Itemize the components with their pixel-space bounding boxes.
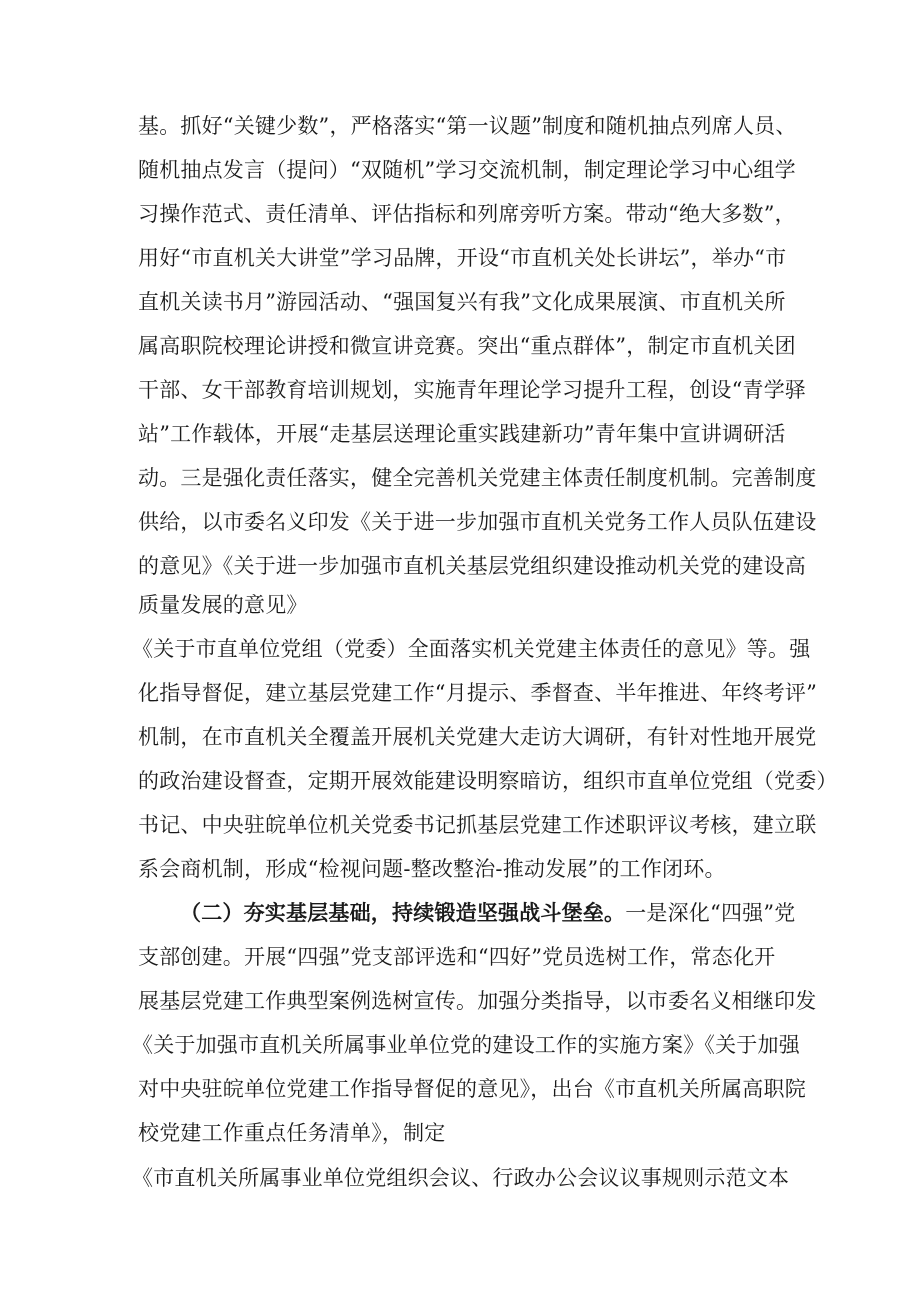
- paragraph-line: 机制，在市直机关全覆盖开展机关党建大走访大调研，有针对性地开展党: [138, 725, 817, 749]
- paragraph-line: 对中央驻皖单位党建工作指导督促的意见》，出台《市直机关所属高职院: [138, 1077, 806, 1101]
- paragraph-line: 直机关读书月”游园活动、“强国复兴有我”文化成果展演、市直机关所: [138, 290, 786, 314]
- paragraph-line: 支部创建。开展“四强”党支部评选和“四好”党员选树工作，常态化开: [138, 945, 776, 969]
- paragraph-line: 的政治建设督查，定期开展效能建设明察暗访，组织市直单位党组（党委）: [138, 769, 838, 793]
- paragraph-line: 《市直机关所属事业单位党组织会议、行政办公会议议事规则示范文本: [132, 1166, 790, 1190]
- paragraph-line: 书记、中央驻皖单位机关党委书记抓基层党建工作述职评议考核，建立联: [138, 813, 817, 837]
- paragraph-line: 站”工作载体，开展“走基层送理论重实践建新功”青年集中宣讲调研活: [138, 422, 786, 446]
- paragraph-line: 习操作范式、责任清单、评估指标和列席旁听方案。带动“绝大多数”，: [138, 202, 796, 226]
- paragraph-line: 质量发展的意见》: [138, 593, 308, 617]
- paragraph-line: 展基层党建工作典型案例选树宣传。加强分类指导，以市委名义相继印发: [138, 989, 817, 1013]
- paragraph-line: 用好“市直机关大讲堂”学习品牌，开设“市直机关处长讲坛”，举办“市: [138, 246, 787, 270]
- paragraph-line: 校党建工作重点任务清单》，制定: [138, 1121, 446, 1145]
- paragraph-line: 干部、女干部教育培训规划，实施青年理论学习提升工程，创设“青学驿: [138, 378, 807, 402]
- paragraph-line: 系会商机制，形成“检视问题-整改整治-推动发展”的工作闭环。: [138, 857, 726, 881]
- paragraph-line: 属高职院校理论讲授和微宣讲竞赛。突出“重点群体”，制定市直机关团: [138, 334, 796, 358]
- section-heading: （二）夯实基层基础，持续锻造坚强战斗堡垒。: [180, 901, 626, 925]
- section-heading-line: [180, 898, 795, 928]
- section-heading-continuation: 一是深化“四强”党: [625, 901, 796, 925]
- paragraph-line: 基。抓好“关键少数”，严格落实“第一议题”制度和随机抽点列席人员、: [138, 114, 797, 138]
- paragraph-line: 动。三是强化责任落实，健全完善机关党建主体责任制度机制。完善制度: [138, 466, 817, 490]
- paragraph-line: 《关于市直单位党组（党委）全面落实机关党建主体责任的意见》等。强: [132, 637, 811, 661]
- paragraph-line: 供给，以市委名义印发《关于进一步加强市直机关党务工作人员队伍建设: [138, 510, 817, 534]
- paragraph-line: 化指导督促，建立基层党建工作“月提示、季督查、半年推进、年终考评”: [138, 681, 818, 705]
- paragraph-line: 的意见》《关于进一步加强市直机关基层党组织建设推动机关党的建设高: [138, 554, 806, 578]
- paragraph-line: 《关于加强市直机关所属事业单位党的建设工作的实施方案》《关于加强: [132, 1033, 800, 1057]
- paragraph-line: 随机抽点发言（提问）“双随机”学习交流机制，制定理论学习中心组学: [138, 158, 796, 182]
